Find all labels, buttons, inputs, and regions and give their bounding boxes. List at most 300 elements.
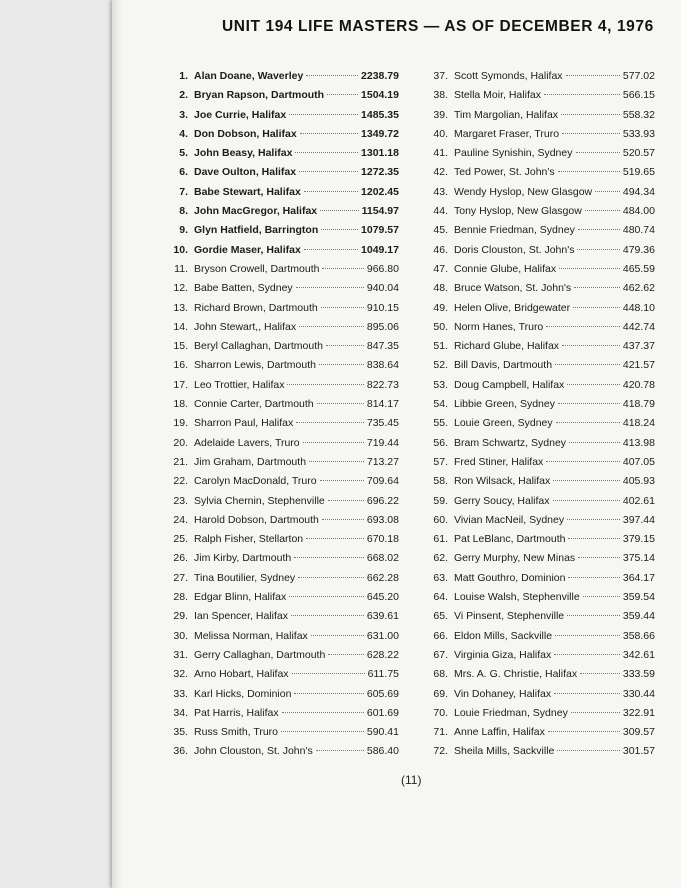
dot-leader [585,210,620,211]
dot-leader [554,693,620,694]
master-points: 375.14 [622,552,655,565]
player-name: Fred Stiner, Halifax [454,455,544,468]
dot-leader [558,171,620,172]
player-name: Gerry Callaghan, Dartmouth [194,648,326,661]
player-name: Ralph Fisher, Stellarton [194,533,304,546]
rank-number: 8. [179,205,188,218]
list-item [173,414,399,433]
player-name: Gerry Murphy, New Minas [454,552,576,565]
dot-leader [320,480,364,481]
player-name: Gerry Soucy, Halifax [454,494,550,507]
list-item [173,376,399,395]
master-points: 484.00 [622,205,655,218]
master-points: 359.54 [622,591,655,604]
rank-number: 30. [173,629,188,642]
dot-leader [328,500,364,501]
list-item [432,685,655,704]
dot-leader [568,577,619,578]
rank-number: 25. [173,533,188,546]
rank-number: 48. [433,282,448,295]
master-points: 910.15 [366,301,399,314]
master-points: 1349.72 [361,127,399,140]
master-points: 631.00 [366,629,399,642]
player-name: John Stewart,, Halifax [194,320,297,333]
list-item [432,144,655,163]
rank-number: 71. [433,726,448,739]
rank-number: 66. [433,629,448,642]
dot-leader [578,557,620,558]
player-name: Vivian MacNeil, Sydney [454,513,565,526]
dot-leader [577,249,619,250]
master-points: 966.80 [366,262,399,275]
player-name: Stella Moir, Halifax [454,89,541,102]
player-name: Joe Currie, Halifax [194,108,287,121]
player-name: Pat LeBlanc, Dartmouth [454,533,566,546]
list-item [173,472,399,491]
dot-leader [559,268,620,269]
rank-number: 55. [433,417,448,430]
rank-number: 64. [433,591,448,604]
rank-number: 49. [433,301,448,314]
master-points: 719.44 [366,436,399,449]
player-name: Matt Gouthro, Dominion [454,571,566,584]
master-points: 1202.45 [361,185,399,198]
player-name: Scott Symonds, Halifax [454,70,563,82]
dot-leader [309,461,364,462]
dot-leader [566,75,620,76]
player-name: Libbie Green, Sydney [454,398,555,411]
list-item [432,414,655,433]
dot-leader [548,731,620,732]
list-item [432,492,655,511]
list-item [173,665,399,684]
player-name: Louie Green, Sydney [454,417,553,430]
dot-leader [327,94,358,95]
dot-leader [555,364,620,365]
player-name: Mrs. A. G. Christie, Halifax [454,668,578,681]
player-name: Sheila Mills, Sackville [454,745,555,758]
page-number: (11) [401,773,422,787]
rank-number: 15. [173,340,188,353]
list-item [432,607,655,626]
player-name: Richard Brown, Dartmouth [194,301,318,314]
master-points: 342.61 [622,648,655,661]
player-name: Louise Walsh, Stephenville [454,591,580,604]
player-name: Helen Olive, Bridgewater [454,301,571,314]
list-item [432,434,655,453]
player-name: Eldon Mills, Sackville [454,629,553,642]
master-points: 405.93 [622,475,655,488]
player-name: Harold Dobson, Dartmouth [194,513,319,526]
dot-leader [294,557,364,558]
list-item [173,453,399,472]
list-item [432,337,655,356]
dot-leader [546,326,620,327]
master-points: 420.78 [622,378,655,391]
player-name: Edgar Blinn, Halifax [194,591,287,604]
dot-leader [304,249,358,250]
player-name: Connie Glube, Halifax [454,262,557,275]
rank-number: 37. [433,70,448,82]
dot-leader [319,364,364,365]
rank-number: 13. [173,301,188,314]
master-points: 566.15 [622,89,655,102]
player-name: Sharron Paul, Halifax [194,417,294,430]
rank-number: 54. [433,398,448,411]
dot-leader [299,326,364,327]
list-item [432,356,655,375]
list-item [173,395,399,414]
list-item [173,646,399,665]
dot-leader [317,403,364,404]
list-item [178,125,399,144]
list-item [173,492,399,511]
player-name: Connie Carter, Dartmouth [194,398,314,411]
player-name: Arno Hobart, Halifax [194,668,289,681]
dot-leader [583,596,620,597]
rank-number: 20. [173,436,188,449]
rank-number: 38. [433,89,448,102]
player-name: Tony Hyslop, New Glasgow [454,205,582,218]
player-name: Tina Boutilier, Sydney [194,571,296,584]
rank-number: 7. [179,185,188,198]
master-points: 590.41 [366,726,399,739]
player-name: Bruce Watson, St. John's [454,282,572,295]
rank-number: 33. [173,687,188,700]
rank-number: 67. [433,648,448,661]
master-points: 330.44 [622,687,655,700]
dot-leader [580,673,620,674]
master-points: 520.57 [622,147,655,160]
master-points: 494.34 [622,185,655,198]
rank-number: 27. [173,571,188,584]
player-name: Babe Stewart, Halifax [194,185,301,198]
list-item [178,67,399,86]
rank-number: 23. [173,494,188,507]
list-item [173,299,399,318]
master-points: 462.62 [622,282,655,295]
rank-number: 68. [433,668,448,681]
master-points: 519.65 [622,166,655,179]
dot-leader [296,287,364,288]
player-name: John MacGregor, Halifax [194,205,318,218]
dot-leader [289,596,364,597]
dot-leader [295,152,358,153]
player-name: Ted Power, St. John's [454,166,555,179]
master-points: 1079.57 [361,224,399,237]
rank-number: 59. [433,494,448,507]
master-points: 838.64 [366,359,399,372]
list-item [432,665,655,684]
list-item [432,241,655,260]
rank-number: 46. [433,243,448,256]
dot-leader [326,345,364,346]
list-item [173,356,399,375]
dot-leader [316,750,364,751]
master-points: 611.75 [367,668,399,681]
master-points: 662.28 [366,571,399,584]
rank-number: 4. [179,127,188,140]
rank-number: 35. [173,726,188,739]
list-item [173,241,399,260]
master-points: 364.17 [622,571,655,584]
list-item [432,530,655,549]
dot-leader [311,635,364,636]
player-name: Sylvia Chernin, Stephenville [194,494,325,507]
list-item [173,434,399,453]
list-item [173,318,399,337]
list-item [173,549,399,568]
list-item [178,106,399,125]
master-points: 301.57 [622,745,655,758]
dot-leader [281,731,364,732]
master-points: 558.32 [622,108,655,121]
rank-number: 39. [433,108,448,121]
rank-number: 63. [433,571,448,584]
master-points: 709.64 [366,475,399,488]
player-name: Sharron Lewis, Dartmouth [194,359,316,372]
player-name: Bram Schwartz, Sydney [454,436,567,449]
dot-leader [300,133,358,134]
dot-leader [567,615,620,616]
list-item [432,511,655,530]
master-points: 437.37 [622,340,655,353]
list-item [178,144,399,163]
dot-leader [328,654,364,655]
dot-leader [298,577,364,578]
rank-number: 28. [173,591,188,604]
rank-number: 31. [173,648,188,661]
list-item [432,125,655,144]
master-points: 397.44 [622,513,655,526]
rank-number: 60. [433,513,448,526]
list-item [173,607,399,626]
list-item [432,376,655,395]
rank-number: 72. [433,745,448,758]
dot-leader [595,191,620,192]
dot-leader [321,307,364,308]
player-name: Adelaide Lavers, Truro [194,436,300,449]
list-item [432,221,655,240]
list-item [174,260,399,279]
rank-number: 36. [173,745,188,758]
list-item [173,704,399,723]
list-item [432,183,655,202]
master-points: 448.10 [622,301,655,314]
rank-number: 16. [173,359,188,372]
dot-leader [555,635,620,636]
master-points: 895.06 [366,320,399,333]
dot-leader [561,114,620,115]
dot-leader [299,171,358,172]
master-points: 379.15 [622,533,655,546]
rank-number: 17. [173,378,188,391]
player-name: Bryson Crowell, Dartmouth [194,262,320,275]
dot-leader [289,114,358,115]
list-item [173,685,399,704]
player-name: Wendy Hyslop, New Glasgow [454,185,593,198]
left-column-list [173,67,399,762]
list-item [178,86,399,105]
rank-number: 6. [179,166,188,179]
master-points: 359.44 [622,610,655,623]
list-item [432,627,655,646]
master-points: 814.17 [366,398,399,411]
rank-number: 9. [179,224,188,237]
player-name: Margaret Fraser, Truro [454,127,560,140]
player-name: Pauline Synishin, Sydney [454,147,573,160]
list-item [432,67,655,86]
master-points: 847.35 [366,340,399,353]
player-name: Pat Harris, Halifax [194,706,279,719]
list-item [432,106,655,125]
dot-leader [558,403,620,404]
player-name: Babe Batten, Sydney [194,282,293,295]
master-points: 645.20 [366,591,399,604]
list-item [173,279,399,298]
player-name: Glyn Hatfield, Barrington [194,224,319,237]
dot-leader [304,191,358,192]
rank-number: 18. [173,398,188,411]
master-points: 1049.17 [361,243,399,256]
dot-leader [306,75,358,76]
master-points: 479.36 [622,243,655,256]
master-points: 533.93 [622,127,655,140]
player-name: Anne Laffin, Halifax [454,726,545,739]
dot-leader [291,615,364,616]
player-name: John Beasy, Halifax [194,147,293,160]
player-name: Bennie Friedman, Sydney [454,224,575,237]
player-name: Alan Doane, Waverley [194,70,304,82]
rank-number: 53. [433,378,448,391]
dot-leader [557,750,620,751]
list-item [173,337,399,356]
master-points: 480.74 [622,224,655,237]
rank-number: 57. [433,455,448,468]
right-column-list [432,67,655,762]
list-item [173,742,399,761]
player-name: Beryl Callaghan, Dartmouth [194,340,323,353]
dot-leader [322,519,364,520]
rank-number: 29. [173,610,188,623]
rank-number: 10. [173,243,188,256]
master-points: 358.66 [622,629,655,642]
master-points: 696.22 [366,494,399,507]
rank-number: 3. [179,108,188,121]
master-points: 442.74 [622,320,655,333]
master-points: 402.61 [622,494,655,507]
master-points: 1301.18 [361,147,399,160]
rank-number: 52. [433,359,448,372]
dot-leader [553,500,620,501]
dot-leader [562,345,620,346]
master-points: 421.57 [622,359,655,372]
list-item [432,549,655,568]
player-name: Ian Spencer, Halifax [194,610,288,623]
dot-leader [567,519,620,520]
rank-number: 70. [433,706,448,719]
dot-leader [578,229,620,230]
rank-number: 2. [179,89,188,102]
player-name: Melissa Norman, Halifax [194,629,308,642]
dot-leader [553,480,620,481]
rank-number: 11. [174,262,188,275]
list-item [178,202,399,221]
master-points: 586.40 [366,745,399,758]
master-points: 1504.19 [361,89,399,102]
master-points: 418.79 [622,398,655,411]
master-points: 1485.35 [361,108,399,121]
master-points: 333.59 [622,668,655,681]
player-name: Norm Hanes, Truro [454,320,544,333]
player-name: Louie Friedman, Sydney [454,706,568,719]
dot-leader [573,307,620,308]
player-name: Jim Graham, Dartmouth [194,455,307,468]
rank-number: 56. [433,436,448,449]
master-points: 601.69 [366,706,399,719]
player-name: Bryan Rapson, Dartmouth [194,89,325,102]
rank-number: 34. [173,706,188,719]
player-name: Richard Glube, Halifax [454,340,560,353]
player-name: Karl Hicks, Dominion [194,687,292,700]
list-item [173,569,399,588]
player-name: Bill Davis, Dartmouth [454,359,553,372]
dot-leader [292,673,365,674]
list-item [432,646,655,665]
dot-leader [544,94,620,95]
player-name: Leo Trottier, Halifax [194,378,285,391]
list-item [178,183,399,202]
master-points: 693.08 [366,513,399,526]
rank-number: 1. [179,70,188,82]
rank-number: 22. [173,475,188,488]
list-item [173,627,399,646]
master-points: 309.57 [622,726,655,739]
rank-number: 61. [433,533,448,546]
rank-number: 62. [433,552,448,565]
dot-leader [567,384,620,385]
dot-leader [546,461,620,462]
list-item [432,260,655,279]
dot-leader [320,210,358,211]
rank-number: 41. [433,147,448,160]
list-item [432,318,655,337]
player-name: John Clouston, St. John's [194,745,313,758]
dot-leader [556,422,620,423]
list-item [173,723,399,742]
master-points: 713.27 [366,455,399,468]
player-name: Jim Kirby, Dartmouth [194,552,292,565]
rank-number: 40. [433,127,448,140]
master-points: 605.69 [366,687,399,700]
list-item [432,163,655,182]
dot-leader [569,442,620,443]
rank-number: 26. [173,552,188,565]
rank-number: 50. [433,320,448,333]
rank-number: 19. [173,417,188,430]
dot-leader [296,422,364,423]
list-item [432,723,655,742]
rank-number: 42. [433,166,448,179]
rank-number: 65. [433,610,448,623]
player-name: Doug Campbell, Halifax [454,378,565,391]
dot-leader [576,152,620,153]
list-item [432,742,655,761]
rank-number: 44. [433,205,448,218]
player-name: Carolyn MacDonald, Truro [194,475,317,488]
master-points: 1154.97 [361,205,399,218]
rank-number: 58. [433,475,448,488]
